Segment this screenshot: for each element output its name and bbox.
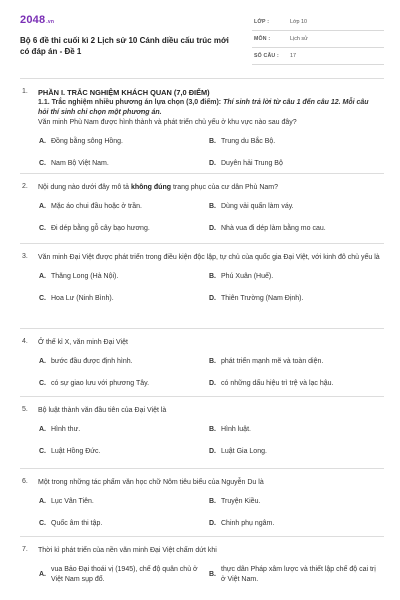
question-number: 4. xyxy=(22,338,28,345)
option-letter: C. xyxy=(39,295,46,302)
option-a[interactable] xyxy=(38,565,208,587)
option-a[interactable] xyxy=(38,137,208,159)
option-text: có những dấu hiệu trì trệ và lạc hậu. xyxy=(221,380,334,387)
option-letter: B. xyxy=(209,138,216,145)
logo-main-text: 2048 xyxy=(20,14,46,26)
answer-options xyxy=(38,565,380,587)
option-text: vua Bảo Đại thoái vị (1945), chế độ quân chủ ở Việt Nam sụp đổ. xyxy=(51,566,198,583)
question-text: Văn minh Đại Việt được phát triển trong điều kiện độc lập, tự chủ của quốc gia Đại Việt, với kinh đô chủ yếu là xyxy=(38,254,380,261)
option-letter: B. xyxy=(209,571,216,578)
option-b[interactable] xyxy=(208,497,378,519)
question-item xyxy=(20,174,384,244)
option-text: Quốc âm thi tập. xyxy=(51,520,103,527)
document-meta xyxy=(252,14,384,65)
question-item xyxy=(20,244,384,329)
part-title: PHẦN I. TRẮC NGHIỆM KHÁCH QUAN (7,0 ĐIỂM) xyxy=(38,88,210,97)
option-d[interactable] xyxy=(208,294,378,316)
option-letter: C. xyxy=(39,380,46,387)
answer-options xyxy=(38,202,380,246)
option-text: phát triển mạnh mẽ và toàn diện. xyxy=(221,358,324,365)
option-text: Hình thư. xyxy=(51,426,81,433)
question-item xyxy=(20,329,384,397)
option-text: Hình luật. xyxy=(221,426,251,433)
question-text-part: Nội dung nào dưới đây mô tả xyxy=(38,184,131,191)
option-letter: A. xyxy=(39,203,46,210)
option-a[interactable] xyxy=(38,357,208,379)
option-text: Luật Gia Long. xyxy=(221,448,267,455)
answer-options xyxy=(38,497,380,541)
question-text: Thời kì phát triển của nền văn minh Đại Việt chấm dứt khi xyxy=(38,547,217,554)
option-letter: A. xyxy=(39,138,46,145)
question-number: 7. xyxy=(22,546,28,553)
option-d[interactable] xyxy=(208,447,378,469)
option-a[interactable] xyxy=(38,497,208,519)
option-text: Luật Hồng Đức. xyxy=(51,448,101,455)
answer-options xyxy=(38,357,380,401)
option-a[interactable] xyxy=(38,202,208,224)
option-letter: D. xyxy=(209,380,216,387)
option-letter: A. xyxy=(39,498,46,505)
meta-key: SỐ CÂU : xyxy=(254,53,279,59)
option-text: Phú Xuân (Huế). xyxy=(221,273,274,280)
option-text: Duyên hải Trung Bộ xyxy=(221,160,283,167)
meta-key: LỚP : xyxy=(254,19,270,25)
option-letter: C. xyxy=(39,225,46,232)
option-letter: B. xyxy=(209,358,216,365)
meta-row-subject xyxy=(252,31,384,48)
question-text xyxy=(38,183,380,193)
option-letter: A. xyxy=(39,426,46,433)
option-text: Đồng bằng sông Hồng. xyxy=(51,138,123,145)
option-letter: D. xyxy=(209,225,216,232)
option-text: Mặc áo chui đầu hoặc ở trần. xyxy=(51,203,142,210)
document-title: Bộ 6 đề thi cuối kì 2 Lịch sử 10 Cánh diều cấu trúc mới có đáp án - Đề 1 xyxy=(20,36,229,56)
option-c[interactable] xyxy=(38,294,208,316)
question-number: 3. xyxy=(22,253,28,260)
answer-options xyxy=(38,272,380,316)
question-item xyxy=(20,469,384,537)
question-item xyxy=(20,397,384,469)
section-instruction xyxy=(38,98,380,118)
question-number: 1. xyxy=(22,88,28,95)
option-letter: C. xyxy=(39,160,46,167)
option-text: có sự giao lưu với phương Tây. xyxy=(51,380,150,387)
option-text: Chinh phụ ngâm. xyxy=(221,520,275,527)
option-letter: C. xyxy=(39,448,46,455)
site-logo[interactable] xyxy=(20,14,54,26)
meta-key: MÔN : xyxy=(254,36,271,42)
option-b[interactable] xyxy=(208,202,378,224)
meta-value: 17 xyxy=(290,53,296,59)
logo-suffix-text: .vn xyxy=(46,19,55,25)
question-text: Ở thế kỉ X, văn minh Đại Việt xyxy=(38,339,128,346)
option-letter: D. xyxy=(209,160,216,167)
answer-options xyxy=(38,425,380,469)
question-text: Bộ luật thành văn đầu tiên của Đại Việt là xyxy=(38,407,167,414)
option-text: Dùng vải quấn làm váy. xyxy=(221,203,294,210)
question-item xyxy=(20,537,384,595)
question-number: 6. xyxy=(22,478,28,485)
option-a[interactable] xyxy=(38,425,208,447)
question-list xyxy=(20,78,384,595)
option-b[interactable] xyxy=(208,137,378,159)
option-letter: B. xyxy=(209,426,216,433)
question-text: Văn minh Phù Nam được hình thành và phát triển chủ yếu ở khu vực nào sau đây? xyxy=(38,119,297,126)
meta-value: Lịch sử xyxy=(290,36,308,42)
option-letter: D. xyxy=(209,448,216,455)
option-text: Thiên Trường (Nam Định). xyxy=(221,295,304,302)
option-letter: C. xyxy=(39,520,46,527)
option-letter: A. xyxy=(39,273,46,280)
option-c[interactable] xyxy=(38,447,208,469)
meta-value: Lớp 10 xyxy=(290,19,308,25)
question-number: 2. xyxy=(22,183,28,190)
option-text: Hoa Lư (Ninh Bình). xyxy=(51,295,114,302)
option-letter: A. xyxy=(39,571,46,578)
question-text: Một trong những tác phẩm văn học chữ Nôm tiêu biểu của Nguyễn Du là xyxy=(38,479,264,486)
option-letter: B. xyxy=(209,498,216,505)
option-text: Thăng Long (Hà Nội). xyxy=(51,273,119,280)
meta-row-class xyxy=(252,14,384,31)
option-text: Nhà vua đi dép làm bằng mo cau. xyxy=(221,225,326,232)
section-note: Thí sinh trả lời từ câu 1 đến câu 12. Mỗi câu hỏi thí sinh chỉ chọn một phương án. xyxy=(38,99,369,116)
meta-row-count xyxy=(252,48,384,65)
option-c[interactable] xyxy=(38,224,208,246)
option-b[interactable] xyxy=(208,272,378,294)
question-emphasis: không đúng xyxy=(130,184,171,191)
option-text: bước đầu được định hình. xyxy=(51,358,133,365)
option-b[interactable] xyxy=(208,425,378,447)
option-text: Truyện Kiều. xyxy=(221,498,261,505)
option-letter: D. xyxy=(209,520,216,527)
question-number: 5. xyxy=(22,406,28,413)
option-d[interactable] xyxy=(208,224,378,246)
option-text: Nam Bộ Việt Nam. xyxy=(51,160,109,167)
option-text: thực dân Pháp xâm lược và thiết lập chế độ cai trị ở Việt Nam. xyxy=(221,566,376,583)
option-text: Trung du Bắc Bộ. xyxy=(221,138,276,145)
question-item xyxy=(20,79,384,174)
option-text: Lục Vân Tiên. xyxy=(51,498,94,505)
option-a[interactable] xyxy=(38,272,208,294)
option-letter: B. xyxy=(209,273,216,280)
option-letter: B. xyxy=(209,203,216,210)
option-b[interactable] xyxy=(208,357,378,379)
option-letter: D. xyxy=(209,295,216,302)
option-letter: A. xyxy=(39,358,46,365)
section-label: 1.1. Trắc nghiệm nhiều phương án lựa chọn (3,0 điểm): xyxy=(38,99,222,106)
option-b[interactable] xyxy=(208,565,378,587)
option-text: Đi dép bằng gỗ cây bạo hương. xyxy=(51,225,150,232)
question-text-part: trang phục của cư dân Phù Nam? xyxy=(171,184,279,191)
document-header xyxy=(20,14,384,74)
